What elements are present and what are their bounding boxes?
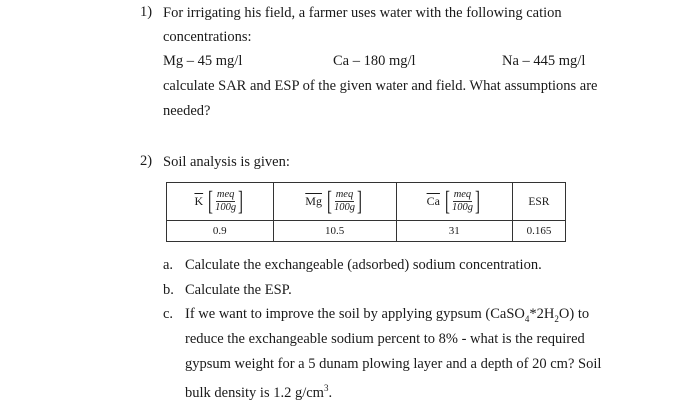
value-k: 0.9 [167,221,274,242]
item-c-line-3: gypsum weight for a 5 dunam plowing layer and a depth of 20 cm? Soil [185,356,602,372]
question-2-intro: Soil analysis is given: [163,154,290,170]
na-concentration: Na – 445 mg/l [502,53,586,69]
item-b-marker: b. [163,282,174,298]
header-k: $\overline{K}$ [ $\frac{\text{meq}}{100g}$ ] [167,183,274,221]
unit-bottom-k: 100g [215,202,237,213]
item-c-line-4: bulk density is 1.2 $g/cm^3$. [185,383,333,401]
question-1-line-2: concentrations: [163,29,252,45]
value-ca: 31 [396,221,512,242]
table-header-row [167,183,566,221]
unit-top-mg: meq [335,189,354,200]
item-a-marker: a. [163,257,174,273]
question-1-line-4: calculate SAR and ESP of the given water and field. What assumptions are [163,78,598,94]
question-2-number: 2) [140,153,153,169]
question-1-line-1: For irrigating his field, a farmer uses water with the following cation [163,5,562,21]
question-1-number: 1) [140,4,153,20]
ion-label-k: $\overline{K}$ [194,194,204,208]
item-a-text: Calculate the exchangeable (adsorbed) sodium concentration. [185,257,542,273]
unit-top-ca: meq [453,189,472,200]
ca-concentration: Ca – 180 mg/l [333,53,416,69]
item-b-text: Calculate the ESP. [185,282,292,298]
item-c-line-1: If we want to improve the soil by applying gypsum $(CaSO_4*2H_2O)$ to [185,306,590,324]
value-mg: 10.5 [273,221,396,242]
header-mg: $\overline{Mg}$ [ $\frac{\text{meq}}{100g}$ ] [273,183,396,221]
value-esr: 0.165 [512,221,565,242]
unit-bottom-ca: 100g [451,202,473,213]
ion-label-ca: $\overline{Ca}$ [426,194,440,208]
unit-bottom-mg: 100g [333,202,355,213]
question-1-line-5: needed? [163,103,211,119]
item-c-marker: c. [163,306,174,322]
header-esr: ESR [512,183,565,221]
mg-concentration: Mg – 45 mg/l [163,53,243,69]
header-ca: $\overline{Ca}$ [ $\frac{\text{meq}}{100g}$ ] [396,183,512,221]
item-c-line-2: reduce the exchangeable sodium percent to 8% - what is the required [185,331,585,347]
unit-top-k: meq [216,189,235,200]
ion-label-mg: $\overline{Mg}$ [305,194,322,208]
soil-analysis-table [166,182,566,242]
table-row [167,221,566,242]
